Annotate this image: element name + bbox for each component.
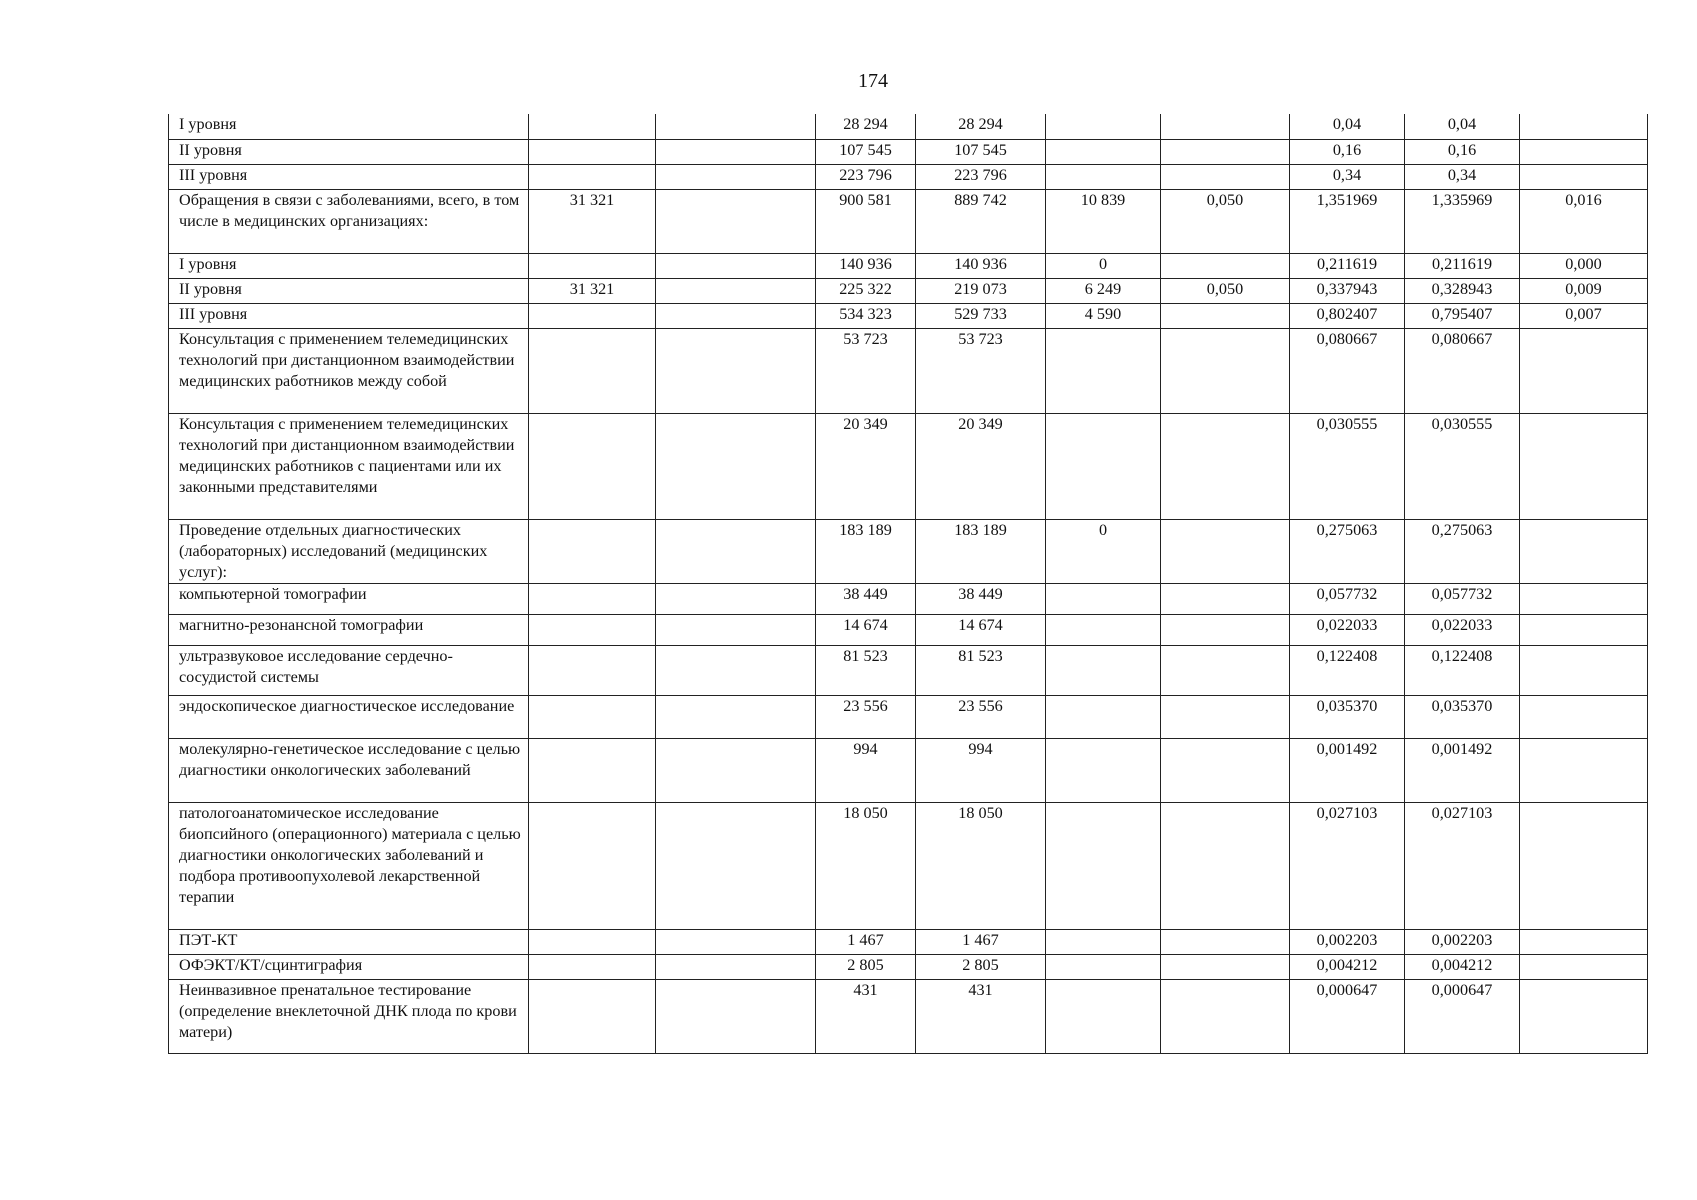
value-cell bbox=[1046, 413, 1161, 519]
value-cell: 889 742 bbox=[916, 189, 1046, 253]
value-cell bbox=[656, 583, 816, 614]
value-cell: 1,335969 bbox=[1405, 189, 1520, 253]
value-cell: 0,802407 bbox=[1290, 303, 1405, 328]
value-cell: 23 556 bbox=[816, 695, 916, 738]
row-label-cell: ПЭТ-КТ bbox=[169, 929, 529, 954]
row-label-cell: ультразвуковое исследование сердечно-сосудистой системы bbox=[169, 645, 529, 695]
value-cell bbox=[656, 139, 816, 164]
value-cell: 2 805 bbox=[916, 954, 1046, 979]
table-row bbox=[169, 164, 1648, 189]
row-label-cell: I уровня bbox=[169, 253, 529, 278]
value-cell bbox=[1046, 645, 1161, 695]
value-cell: 0 bbox=[1046, 519, 1161, 583]
value-cell bbox=[656, 164, 816, 189]
value-cell: 0,030555 bbox=[1290, 413, 1405, 519]
value-cell bbox=[656, 929, 816, 954]
value-cell bbox=[1046, 164, 1161, 189]
value-cell: 0,328943 bbox=[1405, 278, 1520, 303]
value-cell bbox=[1046, 802, 1161, 929]
table-row bbox=[169, 519, 1648, 583]
value-cell: 0,057732 bbox=[1290, 583, 1405, 614]
value-cell bbox=[529, 114, 656, 139]
value-cell bbox=[656, 614, 816, 645]
value-cell bbox=[1520, 802, 1648, 929]
value-cell: 994 bbox=[916, 738, 1046, 802]
value-cell bbox=[529, 614, 656, 645]
value-cell bbox=[529, 413, 656, 519]
value-cell: 4 590 bbox=[1046, 303, 1161, 328]
value-cell bbox=[656, 328, 816, 413]
value-cell: 534 323 bbox=[816, 303, 916, 328]
table-row bbox=[169, 253, 1648, 278]
value-cell bbox=[1161, 929, 1290, 954]
value-cell: 0,04 bbox=[1290, 114, 1405, 139]
table-row bbox=[169, 979, 1648, 1053]
value-cell: 0,002203 bbox=[1290, 929, 1405, 954]
row-label-cell: молекулярно-генетическое исследование с целью диагностики онкологических заболеваний bbox=[169, 738, 529, 802]
value-cell: 0,211619 bbox=[1290, 253, 1405, 278]
value-cell: 0,050 bbox=[1161, 278, 1290, 303]
value-cell bbox=[656, 645, 816, 695]
value-cell: 0,16 bbox=[1290, 139, 1405, 164]
value-cell: 0,007 bbox=[1520, 303, 1648, 328]
value-cell bbox=[1161, 253, 1290, 278]
value-cell bbox=[656, 695, 816, 738]
value-cell: 900 581 bbox=[816, 189, 916, 253]
value-cell: 140 936 bbox=[816, 253, 916, 278]
value-cell: 223 796 bbox=[916, 164, 1046, 189]
value-cell: 18 050 bbox=[816, 802, 916, 929]
value-cell: 0,080667 bbox=[1405, 328, 1520, 413]
table-row bbox=[169, 413, 1648, 519]
table-row bbox=[169, 583, 1648, 614]
value-cell bbox=[529, 954, 656, 979]
value-cell bbox=[1520, 164, 1648, 189]
value-cell bbox=[1520, 413, 1648, 519]
value-cell bbox=[1520, 738, 1648, 802]
value-cell: 107 545 bbox=[916, 139, 1046, 164]
table-row bbox=[169, 929, 1648, 954]
row-label-cell: патологоанатомическое исследование биопсийного (операционного) материала с целью диагностики онкологических заболеваний и подбора противоопухолевой лекарственной терапии bbox=[169, 802, 529, 929]
value-cell: 1 467 bbox=[916, 929, 1046, 954]
value-cell bbox=[1520, 114, 1648, 139]
value-cell: 0,004212 bbox=[1405, 954, 1520, 979]
value-cell bbox=[656, 954, 816, 979]
value-cell: 6 249 bbox=[1046, 278, 1161, 303]
value-cell bbox=[1046, 139, 1161, 164]
data-table bbox=[168, 114, 1648, 1054]
value-cell bbox=[1046, 583, 1161, 614]
value-cell: 53 723 bbox=[816, 328, 916, 413]
row-label-cell: Обращения в связи с заболеваниями, всего, в том числе в медицинских организациях: bbox=[169, 189, 529, 253]
value-cell bbox=[1046, 695, 1161, 738]
value-cell bbox=[1520, 954, 1648, 979]
value-cell: 0,027103 bbox=[1405, 802, 1520, 929]
value-cell bbox=[656, 114, 816, 139]
value-cell: 81 523 bbox=[816, 645, 916, 695]
value-cell: 0,000 bbox=[1520, 253, 1648, 278]
table-row bbox=[169, 139, 1648, 164]
value-cell bbox=[1046, 614, 1161, 645]
value-cell: 1,351969 bbox=[1290, 189, 1405, 253]
value-cell: 431 bbox=[916, 979, 1046, 1053]
value-cell bbox=[529, 738, 656, 802]
value-cell bbox=[1161, 303, 1290, 328]
value-cell bbox=[1046, 929, 1161, 954]
value-cell: 0,122408 bbox=[1290, 645, 1405, 695]
value-cell: 0,000647 bbox=[1405, 979, 1520, 1053]
value-cell: 994 bbox=[816, 738, 916, 802]
value-cell: 10 839 bbox=[1046, 189, 1161, 253]
value-cell: 23 556 bbox=[916, 695, 1046, 738]
value-cell bbox=[1161, 738, 1290, 802]
table-row bbox=[169, 114, 1648, 139]
value-cell bbox=[529, 164, 656, 189]
value-cell: 31 321 bbox=[529, 189, 656, 253]
value-cell: 0,04 bbox=[1405, 114, 1520, 139]
value-cell: 0,001492 bbox=[1405, 738, 1520, 802]
value-cell bbox=[656, 519, 816, 583]
value-cell bbox=[529, 253, 656, 278]
row-label-cell: II уровня bbox=[169, 139, 529, 164]
table-row bbox=[169, 189, 1648, 253]
value-cell: 0,337943 bbox=[1290, 278, 1405, 303]
value-cell bbox=[1161, 114, 1290, 139]
table-row bbox=[169, 802, 1648, 929]
value-cell bbox=[1161, 328, 1290, 413]
value-cell: 0,027103 bbox=[1290, 802, 1405, 929]
value-cell bbox=[656, 738, 816, 802]
table-row bbox=[169, 278, 1648, 303]
row-label-cell: эндоскопическое диагностическое исследование bbox=[169, 695, 529, 738]
value-cell bbox=[1161, 802, 1290, 929]
value-cell bbox=[1161, 583, 1290, 614]
page-number: 174 bbox=[858, 70, 888, 92]
value-cell bbox=[656, 303, 816, 328]
row-label-cell: Неинвазивное пренатальное тестирование (определение внеклеточной ДНК плода по крови матери) bbox=[169, 979, 529, 1053]
value-cell: 0,009 bbox=[1520, 278, 1648, 303]
value-cell: 53 723 bbox=[916, 328, 1046, 413]
row-label-cell: компьютерной томографии bbox=[169, 583, 529, 614]
value-cell bbox=[1520, 519, 1648, 583]
value-cell bbox=[656, 802, 816, 929]
value-cell bbox=[529, 695, 656, 738]
value-cell bbox=[1161, 413, 1290, 519]
value-cell: 1 467 bbox=[816, 929, 916, 954]
value-cell: 0,34 bbox=[1290, 164, 1405, 189]
value-cell: 0 bbox=[1046, 253, 1161, 278]
value-cell bbox=[1161, 695, 1290, 738]
value-cell bbox=[1161, 645, 1290, 695]
value-cell: 0,035370 bbox=[1405, 695, 1520, 738]
table-row bbox=[169, 328, 1648, 413]
table-row bbox=[169, 954, 1648, 979]
value-cell: 219 073 bbox=[916, 278, 1046, 303]
value-cell: 0,16 bbox=[1405, 139, 1520, 164]
value-cell: 0,211619 bbox=[1405, 253, 1520, 278]
value-cell bbox=[1161, 139, 1290, 164]
value-cell bbox=[529, 519, 656, 583]
value-cell: 0,34 bbox=[1405, 164, 1520, 189]
row-label-cell: II уровня bbox=[169, 278, 529, 303]
value-cell bbox=[529, 583, 656, 614]
value-cell bbox=[656, 278, 816, 303]
table-row bbox=[169, 303, 1648, 328]
value-cell: 38 449 bbox=[916, 583, 1046, 614]
value-cell bbox=[1161, 979, 1290, 1053]
value-cell: 28 294 bbox=[916, 114, 1046, 139]
value-cell bbox=[1520, 583, 1648, 614]
value-cell bbox=[1046, 328, 1161, 413]
value-cell: 28 294 bbox=[816, 114, 916, 139]
value-cell bbox=[1520, 614, 1648, 645]
value-cell bbox=[1161, 954, 1290, 979]
value-cell: 14 674 bbox=[916, 614, 1046, 645]
value-cell bbox=[1520, 979, 1648, 1053]
row-label-cell: Консультация с применением телемедицинских технологий при дистанционном взаимодействии медицинских работников с пациентами или их законными представителями bbox=[169, 413, 529, 519]
value-cell bbox=[1046, 954, 1161, 979]
value-cell: 140 936 bbox=[916, 253, 1046, 278]
table-row bbox=[169, 645, 1648, 695]
value-cell: 223 796 bbox=[816, 164, 916, 189]
value-cell: 225 322 bbox=[816, 278, 916, 303]
value-cell bbox=[529, 929, 656, 954]
value-cell bbox=[529, 802, 656, 929]
value-cell: 0,122408 bbox=[1405, 645, 1520, 695]
value-cell: 0,795407 bbox=[1405, 303, 1520, 328]
row-label-cell: Проведение отдельных диагностических (лабораторных) исследований (медицинских услуг): bbox=[169, 519, 529, 583]
value-cell bbox=[1520, 695, 1648, 738]
value-cell: 0,035370 bbox=[1290, 695, 1405, 738]
row-label-cell: магнитно-резонансной томографии bbox=[169, 614, 529, 645]
value-cell: 0,080667 bbox=[1290, 328, 1405, 413]
value-cell: 0,022033 bbox=[1290, 614, 1405, 645]
value-cell: 38 449 bbox=[816, 583, 916, 614]
value-cell bbox=[1520, 328, 1648, 413]
value-cell bbox=[529, 328, 656, 413]
value-cell: 0,275063 bbox=[1405, 519, 1520, 583]
value-cell: 431 bbox=[816, 979, 916, 1053]
value-cell: 0,002203 bbox=[1405, 929, 1520, 954]
value-cell bbox=[1046, 979, 1161, 1053]
value-cell bbox=[656, 979, 816, 1053]
row-label-cell: I уровня bbox=[169, 114, 529, 139]
value-cell: 0,000647 bbox=[1290, 979, 1405, 1053]
value-cell: 20 349 bbox=[916, 413, 1046, 519]
value-cell: 2 805 bbox=[816, 954, 916, 979]
value-cell bbox=[529, 303, 656, 328]
row-label-cell: Консультация с применением телемедицинских технологий при дистанционном взаимодействии медицинских работников между собой bbox=[169, 328, 529, 413]
value-cell: 0,030555 bbox=[1405, 413, 1520, 519]
value-cell: 0,016 bbox=[1520, 189, 1648, 253]
table-row bbox=[169, 738, 1648, 802]
value-cell: 31 321 bbox=[529, 278, 656, 303]
value-cell: 0,022033 bbox=[1405, 614, 1520, 645]
value-cell bbox=[1520, 645, 1648, 695]
value-cell: 18 050 bbox=[916, 802, 1046, 929]
value-cell bbox=[1046, 738, 1161, 802]
value-cell bbox=[1161, 614, 1290, 645]
value-cell bbox=[1161, 519, 1290, 583]
value-cell: 0,001492 bbox=[1290, 738, 1405, 802]
value-cell: 529 733 bbox=[916, 303, 1046, 328]
value-cell: 0,275063 bbox=[1290, 519, 1405, 583]
value-cell bbox=[656, 189, 816, 253]
row-label-cell: ОФЭКТ/КТ/сцинтиграфия bbox=[169, 954, 529, 979]
value-cell bbox=[656, 413, 816, 519]
value-cell bbox=[1520, 139, 1648, 164]
value-cell bbox=[1161, 164, 1290, 189]
value-cell: 14 674 bbox=[816, 614, 916, 645]
value-cell bbox=[529, 645, 656, 695]
value-cell bbox=[1046, 114, 1161, 139]
value-cell bbox=[656, 253, 816, 278]
value-cell bbox=[1520, 929, 1648, 954]
value-cell: 107 545 bbox=[816, 139, 916, 164]
value-cell: 81 523 bbox=[916, 645, 1046, 695]
value-cell: 0,057732 bbox=[1405, 583, 1520, 614]
value-cell: 183 189 bbox=[816, 519, 916, 583]
value-cell bbox=[529, 979, 656, 1053]
value-cell bbox=[529, 139, 656, 164]
row-label-cell: III уровня bbox=[169, 303, 529, 328]
value-cell: 0,050 bbox=[1161, 189, 1290, 253]
row-label-cell: III уровня bbox=[169, 164, 529, 189]
table-row bbox=[169, 695, 1648, 738]
value-cell: 183 189 bbox=[916, 519, 1046, 583]
value-cell: 0,004212 bbox=[1290, 954, 1405, 979]
value-cell: 20 349 bbox=[816, 413, 916, 519]
table-row bbox=[169, 614, 1648, 645]
